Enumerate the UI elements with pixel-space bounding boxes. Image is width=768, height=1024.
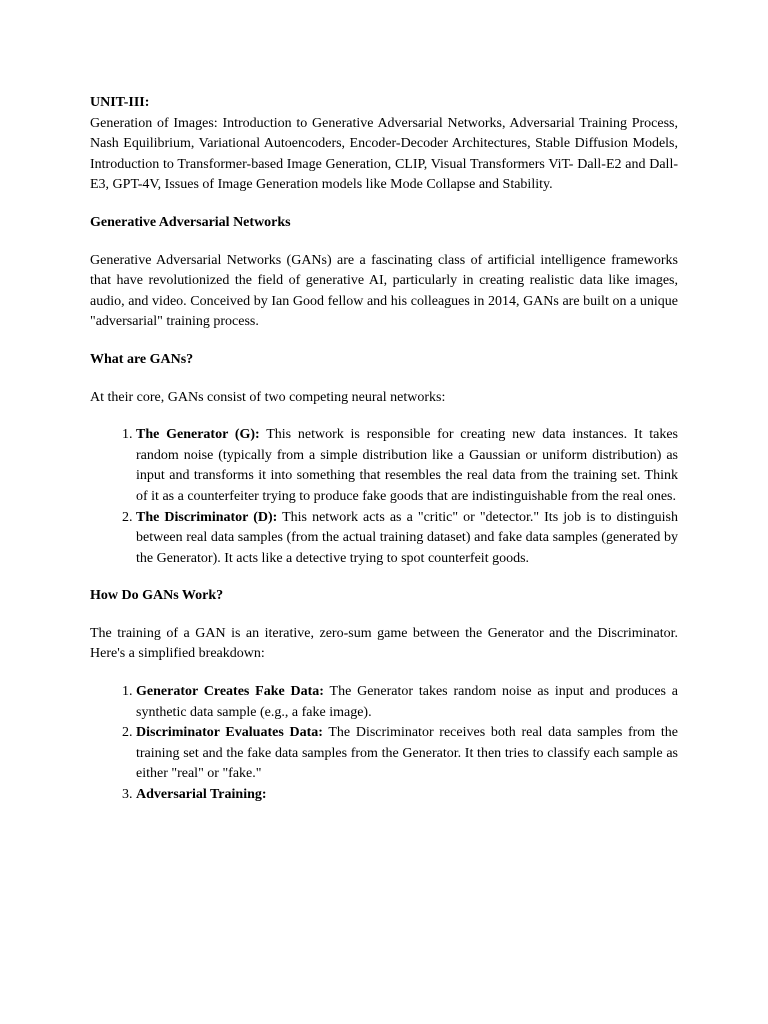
list-item-lead: Generator Creates Fake Data: bbox=[136, 684, 324, 700]
gan-training-steps-list bbox=[90, 682, 678, 806]
list-item-lead: Discriminator Evaluates Data: bbox=[136, 725, 323, 741]
list-item-step-1 bbox=[136, 682, 678, 723]
gan-heading: Generative Adversarial Networks bbox=[90, 214, 291, 230]
unit-syllabus: Generation of Images: Introduction to Generative Adversarial Networks, Adversarial Training Process, Nash Equilibrium, Variational Autoencoders, Encoder-Decoder Architectures, Stable Diffusion Models, Introduction to Transformer-based Image Generation, CLIP, Visual Transformers ViT- Dall-E2 and Dall-E3, GPT-4V, Issues of Image Generation models like Mode Collapse and Stability. bbox=[90, 115, 678, 193]
page-content bbox=[90, 93, 678, 806]
list-item-lead: The Discriminator (D): bbox=[136, 509, 278, 525]
what-are-gans-intro: At their core, GANs consist of two competing neural networks: bbox=[90, 389, 446, 405]
list-item-generator bbox=[136, 425, 678, 507]
list-item-text: This network is responsible for creating new data instances. It takes random noise (typically from a simple distribution like a Gaussian or uniform distribution) as input and transforms it into something that resembles the real data from the training set. Think of it as a counterfeiter trying to produce fake goods that are indistinguishable from the real ones. bbox=[136, 427, 678, 504]
list-item-text: This network acts as a "critic" or "detector." Its job is to distinguish between real data samples (from the actual training dataset) and fake data samples (generated by the Generator). It acts like a detective trying to spot counterfeit goods. bbox=[136, 509, 678, 566]
how-gans-work-intro: The training of a GAN is an iterative, zero-sum game between the Generator and the Discriminator. Here's a simplified breakdown: bbox=[90, 625, 678, 662]
list-item-step-2 bbox=[136, 723, 678, 785]
gan-intro-paragraph: Generative Adversarial Networks (GANs) are a fascinating class of artificial intelligence frameworks that have revolutionized the field of generative AI, particularly in creating realistic data like images, audio, and video. Conceived by Ian Good fellow and his colleagues in 2014, GANs are built on a unique "adversarial" training process. bbox=[90, 252, 678, 330]
list-item-text: The Discriminator receives both real data samples from the training set and the fake data samples from the Generator. It then tries to classify each sample as either "real" or "fake." bbox=[136, 725, 679, 782]
gan-components-list bbox=[90, 425, 678, 569]
list-item-step-3 bbox=[136, 785, 678, 806]
list-item-discriminator bbox=[136, 508, 678, 570]
list-item-lead: The Generator (G): bbox=[136, 427, 260, 443]
what-are-gans-heading: What are GANs? bbox=[90, 351, 194, 367]
unit-title: UNIT-III: bbox=[90, 95, 150, 110]
list-item-text: The Generator takes random noise as input and produces a synthetic data sample (e.g., a fake image). bbox=[136, 684, 679, 720]
how-gans-work-heading: How Do GANs Work? bbox=[90, 588, 224, 604]
list-item-lead: Adversarial Training: bbox=[136, 787, 267, 803]
